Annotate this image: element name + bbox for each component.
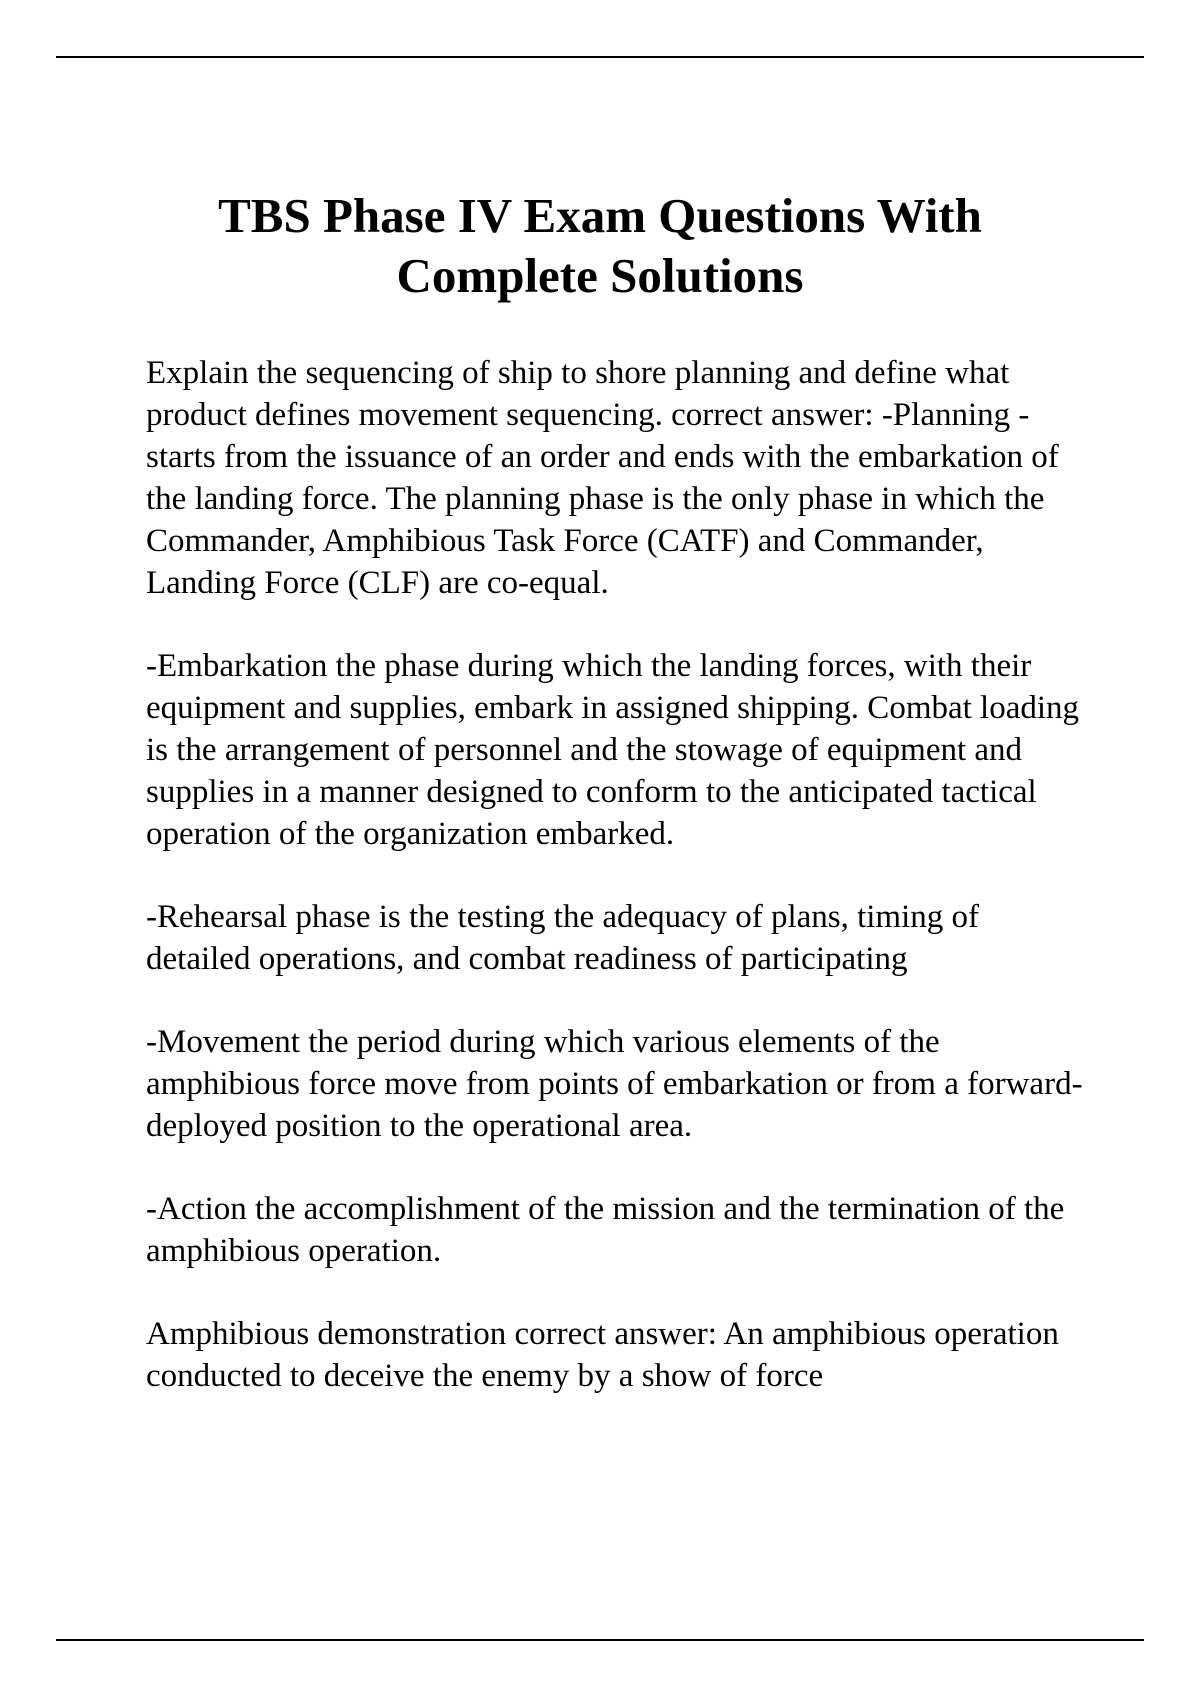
paragraph-movement: -Movement the period during which various elements of the amphibious force move from points of embarkation or from a forward-deployed position to the operational area. (146, 1024, 1083, 1144)
paragraph-planning: Explain the sequencing of ship to shore planning and define what product defines movement sequencing. correct answer: -Planning -starts from the issuance of an order and ends with the embarkation of the landing force. The planning phase is the only phase in which the Commander, Amphibious Task Force (CATF) and Commander, Landing Force (CLF) are co-equal. (146, 355, 1059, 601)
top-divider (56, 56, 1144, 58)
document-body (146, 352, 1090, 1438)
title-line-1: TBS Phase IV Exam Questions With (218, 188, 982, 243)
title-line-2: Complete Solutions (396, 248, 804, 303)
paragraph-action: -Action the accomplishment of the mission and the termination of the amphibious operation. (146, 1191, 1065, 1269)
paragraph-embarkation: -Embarkation the phase during which the landing forces, with their equipment and supplies, embark in assigned shipping. Combat loading is the arrangement of personnel and the stowage of equipment and supplies in a manner designed to conform to the anticipated tactical operation of the organization embarked. (146, 648, 1080, 852)
paragraph-amphibious-demonstration: Amphibious demonstration correct answer: An amphibious operation conducted to deceive the enemy by a show of force (146, 1316, 1059, 1394)
paragraph-rehearsal: -Rehearsal phase is the testing the adequacy of plans, timing of detailed operations, and combat readiness of participating (146, 899, 980, 977)
bottom-divider (56, 1639, 1144, 1641)
document-title (120, 186, 1080, 306)
